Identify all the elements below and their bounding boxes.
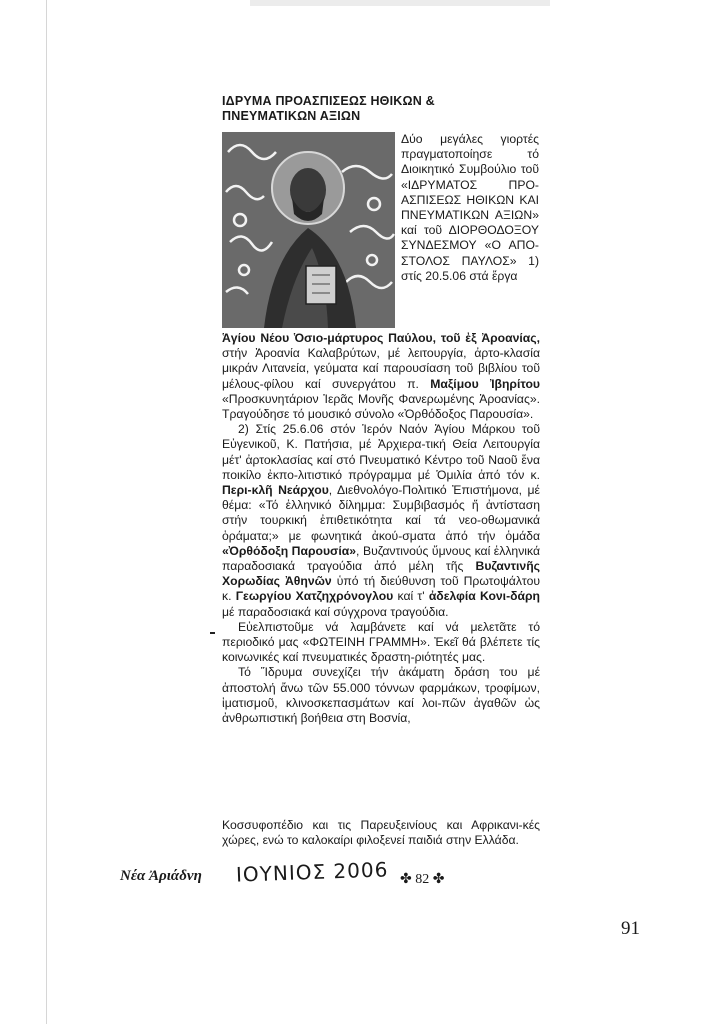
paragraph-4: Τό Ἵδρυμα συνεχίζει τήν ἀκάματη δράση του μέ ἀποστολή ἄνω τῶν 55.000 τόννων φαρμάκων, τροφίμων, ἱματισμοῦ, κλινοσκεπασμάτων καί λοι-πῶν ἀγαθῶν ὡς ἀνθρωπιστική βοήθεια στη Βοσνία,: [222, 665, 540, 726]
bold-saint-paul: Ἁγίου Νέου Ὁσιο-μάρτυρος Παύλου, τοῦ ἐξ Ἀροανίας,: [222, 331, 540, 345]
p2-text-6: μέ παραδοσιακά καί σύγχρονα τραγούδια.: [222, 604, 449, 619]
p2-text-1: 2) Στίς 25.6.06 στόν Ἱερόν Ναόν Ἁγίου Μάρκου τοῦ Εὐγενικοῦ, Κ. Πατήσια, μέ Ἀρχιερα-τική Θεία Λειτουργία μέτ' ἀρτοκλασίας καί στό Πνευματικό Κέντρο τοῦ Ναοῦ ἕνα ποικίλο ἐκπο-λιτιστικό πρόγραμμα μέ Ὁμιλία ἀπό τόν κ.: [222, 422, 540, 482]
margin-dash-mark: [210, 632, 215, 634]
bold-cantor: Γεωργίου Χατζηχρόνογλου: [235, 589, 394, 604]
bold-sisters: ἀδελφία Κονι-δάρη: [428, 589, 540, 604]
paragraph-2: [222, 422, 540, 620]
magazine-name: Νέα Ἀριάδνη: [120, 868, 202, 884]
paragraph-3: Εὐελπιστοῦμε νά λαμβάνετε καί νά μελετᾶτε τό περιοδικό μας «ΦΩΤΕΙΝΗ ΓΡΑΜΜΗ». Ἐκεῖ θά βλέπετε τίς κοινωνικές καί πνευματικές δραστη-ριότητές μας.: [222, 619, 540, 665]
article-body: [222, 331, 540, 726]
p2-text-2: , Διεθνολόγο-Πολιτικό Ἐπιστήμονα, μέ θέμα: «Τό ἑλληνικό δίλημμα: Συμβιβασμός ἤ ἀντίσταση στήν τουρκική ἐπιθετικότητα καί τά νεο-οθωμανικά ὁράματα;» με φωνητικά ἀκού-σματα ἀπό τήν ὁμάδα: [222, 483, 540, 543]
bold-speaker: Περι-κλῆ Νεάρχου: [222, 483, 329, 498]
article-heading: [222, 94, 562, 124]
magazine-page-label: ✤ 82 ✤: [400, 872, 445, 887]
heading-line-2: ΠΝΕΥΜΑΤΙΚΩΝ ΑΞΙΩΝ: [222, 109, 361, 123]
paragraph-5: Κοσσυφοπέδιο και τις Παρευξεινίους και Αφρικανι-κές χώρες, ενώ το καλοκαίρι φιλοξενεί παιδιά στην Ελλάδα.: [222, 818, 540, 848]
p1-text-1: στήν Ἀροανία Καλαβρύτων, μέ λειτουργία, ἀρτο-κλασία μικράν Λιτανεία, γεύματα καί παρουσίαση τοῦ βιβλίου τοῦ μέλους-φίλου καί συνεργάτου π.: [222, 346, 540, 391]
p2-text-4: ὑπό τή διεύθυνση τοῦ Πρωτοψάλτου κ.: [222, 574, 541, 604]
bold-group: «Ὀρθόδοξη Παρουσία»: [222, 543, 357, 558]
p2-text-5: καί τ': [393, 589, 425, 604]
bold-choir: Βυζαντινῆς Χορωδίας Ἀθηνῶν: [222, 559, 540, 589]
paragraph-1: [222, 331, 540, 422]
handwritten-date: ΙΟΥΝΙΟΣ 2006: [235, 857, 389, 887]
p1-text-2: «Προσκυνητάριον Ἱερᾶς Μονῆς Φανερωμένης Ἀροανίας». Τραγούδησε τό μουσικό σύνολο «Ὀρθόδοξος Παρουσία».: [222, 391, 540, 422]
scan-edge-line: [46, 0, 47, 1024]
heading-line-1: ΙΔΡΥΜΑ ΠΡΟΑΣΠΙΣΕΩΣ ΗΘΙΚΩΝ &: [222, 94, 435, 108]
p2-text-3: , Βυζαντινούς ὕμνους καί ἑλληνικά παραδοσιακά τραγούδια ἀπό μέλη τῆς: [222, 543, 541, 574]
page-number: 91: [621, 918, 640, 939]
right-column-text: Δύο μεγάλες γιορτές πραγματοποίησε τό Διοικητικό Συμβούλιο τοῦ «ΙΔΡΥΜΑΤΟΣ ΠΡΟ-ΑΣΠΙΣΕΩΣ ΗΘΙΚΩΝ ΚΑΙ ΠΝΕΥΜΑΤΙΚΩΝ ΑΞΙΩΝ» καί τοῦ ΔΙΟΡΘΟΔΟΞΟΥ ΣΥΝΔΕΣΜΟΥ «Ο ΑΠΟ-ΣΤΟΛΟΣ ΠΑΥΛΟΣ» 1) στίς 20.5.06 στά ἔργα: [401, 132, 539, 283]
scan-top-shadow: [250, 0, 550, 6]
bold-maximos: Μαξίμου Ἰβηρίτου: [430, 376, 540, 391]
saint-paul-icon-image: [222, 132, 395, 328]
